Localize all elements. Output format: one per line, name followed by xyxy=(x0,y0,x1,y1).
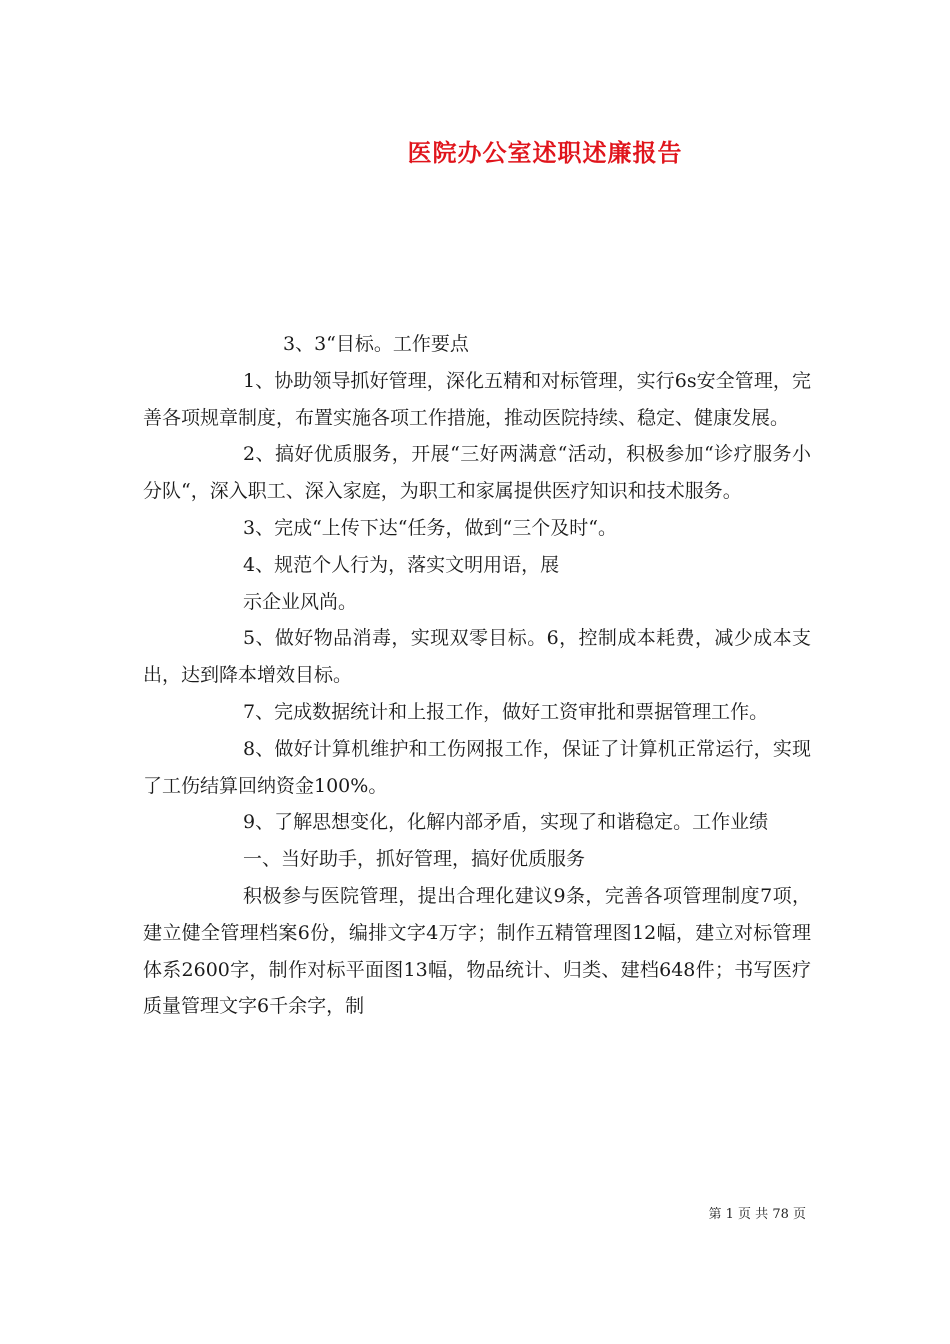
paragraph-item-7: 7、完成数据统计和上报工作，做好工资审批和票据管理工作。 xyxy=(243,700,769,723)
paragraph-item-4: 4、规范个人行为，落实文明用语，展 xyxy=(243,553,560,576)
section-heading-1: 一、当好助手，抓好管理，搞好优质服务 xyxy=(243,848,586,871)
paragraph-item-3: 3、完成“上传下达“任务，做到“三个及时“。 xyxy=(243,516,617,539)
page-footer: 第 1 页 共 78 页 xyxy=(708,1207,806,1222)
document-body xyxy=(143,326,811,1025)
document-title: 医院办公室述职述廉报告 xyxy=(407,138,683,167)
paragraph-item-9: 9、了解思想变化，化解内部矛盾，实现了和谐稳定。工作业绩 xyxy=(243,811,769,834)
paragraph-item-1: 1、协助领导抓好管理，深化五精和对标管理，实行6s安全管理，完善各项规章制度，布置实施各项工作措施，推动医院持续、稳定、健康发展。 xyxy=(143,369,811,429)
paragraph-achievements: 积极参与医院管理，提出合理化建议9条，完善各项管理制度7项，建立健全管理档案6份，编排文字4万字；制作五精管理图12幅，建立对标管理体系2600字，制作对标平面图13幅，物品统计、归类、建档648件；书写医疗质量管理文字6千余字，制 xyxy=(143,884,811,1018)
paragraph-item-8: 8、做好计算机维护和工伤网报工作，保证了计算机正常运行，实现了工伤结算回纳资金100%。 xyxy=(143,737,811,797)
paragraph-item-4-cont: 示企业风尚。 xyxy=(243,590,358,613)
paragraph-item-5: 5、做好物品消毒，实现双零目标。6，控制成本耗费，减少成本支出，达到降本增效目标。 xyxy=(143,627,811,687)
paragraph-heading-goals: 3、3“目标。工作要点 xyxy=(283,333,469,355)
paragraph-item-2: 2、搞好优质服务，开展“三好两满意“活动，积极参加“诊疗服务小分队“，深入职工、深入家庭，为职工和家属提供医疗知识和技术服务。 xyxy=(143,443,811,503)
